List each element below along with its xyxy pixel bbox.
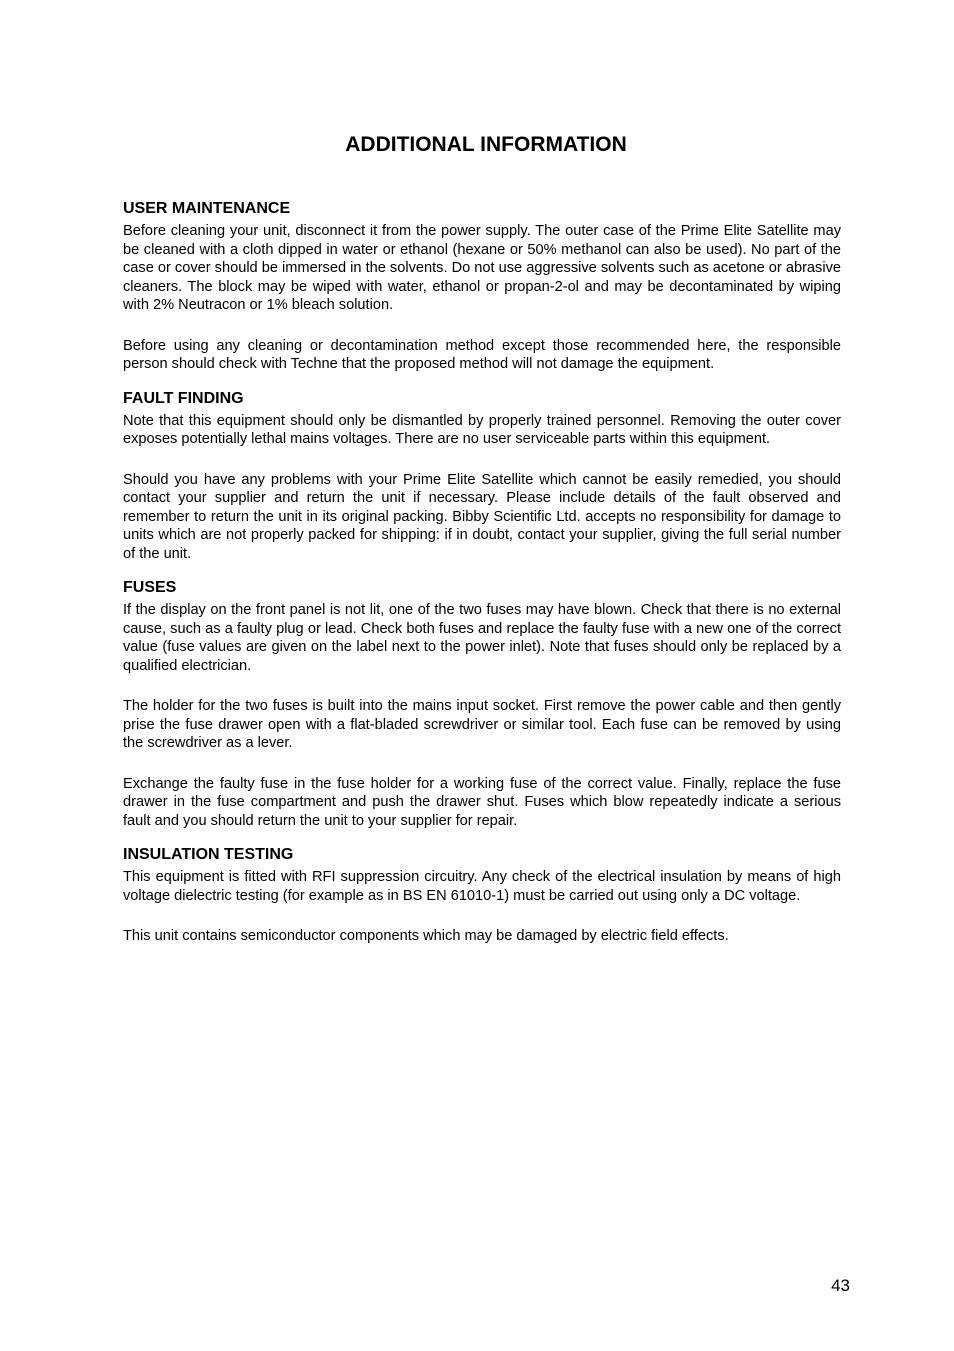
paragraph: The holder for the two fuses is built into the mains input socket. First remove the power cable and then gently prise the fuse drawer open with a flat-bladed screwdriver or similar tool. Each fuse can be removed by using the screwdriver as a lever. xyxy=(123,698,841,751)
page-number: 43 xyxy=(831,1276,850,1295)
section-fault-finding xyxy=(123,388,841,564)
page-title: ADDITIONAL INFORMATION xyxy=(345,133,627,156)
paragraph: If the display on the front panel is not lit, one of the two fuses may have blown. Check that there is no external cause, such as a faulty plug or lead. Check both fuses and replace the faulty fuse with a new one of the correct value (fuse values are given on the label next to the power inlet). Note that fuses should only be replaced by a qualified electrician. xyxy=(123,602,841,674)
section-heading: INSULATION TESTING xyxy=(123,846,294,863)
paragraph: Before cleaning your unit, disconnect it from the power supply. The outer case of the Prime Elite Satellite may be cleaned with a cloth dipped in water or ethanol (hexane or 50% methanol can also be used). No part of the case or cover should be immersed in the solvents. Do not use aggressive solvents such as acetone or abrasive cleaners. The block may be wiped with water, ethanol or propan-2-ol and may be decontaminated by wiping with 2% Neutracon or 1% bleach solution. xyxy=(123,223,841,313)
paragraph: Exchange the faulty fuse in the fuse holder for a working fuse of the correct value. Finally, replace the fuse drawer in the fuse compartment and push the drawer shut. Fuses which blow repeatedly indicate a serious fault and you should return the unit to your supplier for repair. xyxy=(123,775,841,829)
paragraph: Note that this equipment should only be dismantled by properly trained personnel. Removing the outer cover exposes potentially lethal mains voltages. There are no user serviceable parts within this equipment. xyxy=(123,412,841,447)
paragraph: This unit contains semiconductor components which may be damaged by electric field effects. xyxy=(123,928,729,944)
paragraph: Before using any cleaning or decontamination method except those recommended here, the responsible person should check with Techne that the proposed method will not damage the equipment. xyxy=(123,337,841,372)
section-fuses xyxy=(123,577,841,830)
paragraph: Should you have any problems with your Prime Elite Satellite which cannot be easily remedied, you should contact your supplier and return the unit if necessary. Please include details of the fault observed and remember to return the unit in its original packing. Bibby Scientific Ltd. accepts no responsibility for damage to units which are not properly packed for shipping: if in doubt, contact your supplier, giving the full serial number of the unit. xyxy=(123,471,841,562)
section-heading: USER MAINTENANCE xyxy=(123,200,291,217)
section-user-maintenance xyxy=(123,198,841,374)
section-heading: FUSES xyxy=(123,579,177,596)
document-body xyxy=(123,198,841,960)
section-heading: FAULT FINDING xyxy=(123,389,244,407)
section-insulation-testing xyxy=(123,844,841,946)
paragraph: This equipment is fitted with RFI suppression circuitry. Any check of the electrical insulation by means of high voltage dielectric testing (for example as in BS EN 61010-1) must be carried out using only a DC voltage. xyxy=(123,869,841,904)
